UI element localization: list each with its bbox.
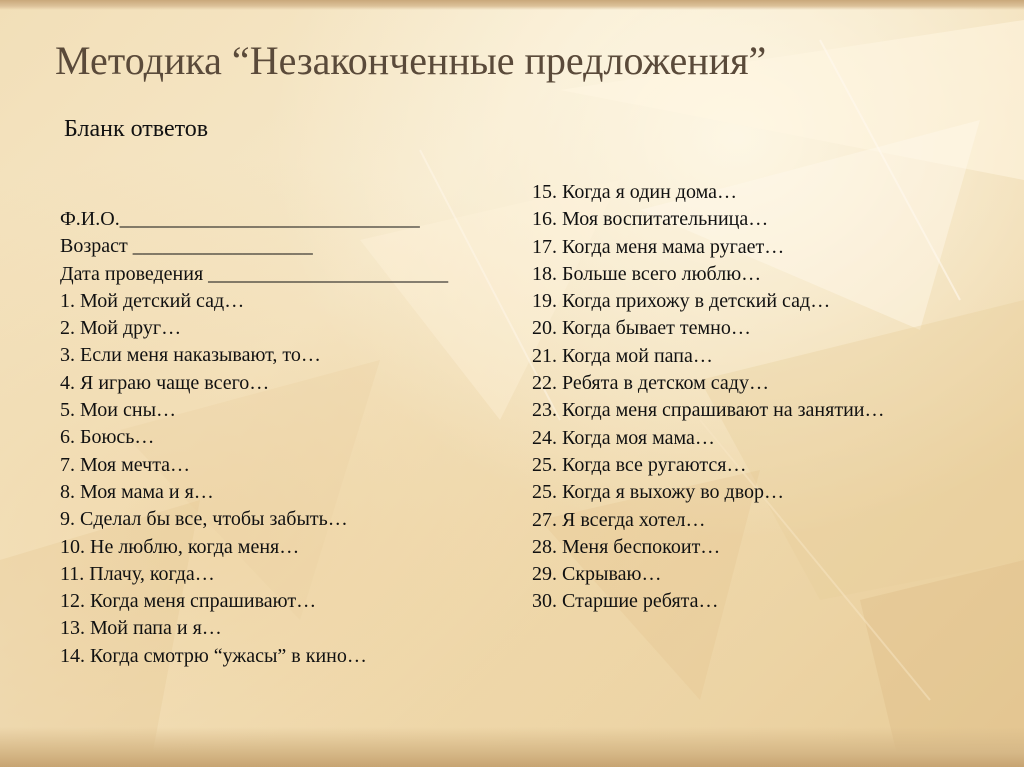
bottom-decor-band — [0, 727, 1024, 767]
sentence-item: 19. Когда прихожу в детский сад… — [532, 290, 831, 313]
sentence-item: 2. Мой друг… — [60, 317, 182, 340]
sentence-item: 17. Когда меня мама ругает… — [532, 235, 785, 258]
form-field-date: Дата проведения ________________________ — [60, 262, 449, 285]
sentence-item: 18. Больше всего люблю… — [532, 262, 762, 285]
sentence-item: 14. Когда смотрю “ужасы” в кино… — [60, 644, 367, 667]
sentence-item: 23. Когда меня спрашивают на занятии… — [532, 399, 885, 422]
sentence-item: 9. Сделал бы все, чтобы забыть… — [60, 508, 348, 531]
form-field-fio: Ф.И.О.______________________________ — [60, 208, 420, 230]
sentence-item: 25. Когда все ругаются… — [532, 453, 747, 476]
sentence-item: 20. Когда бывает темно… — [532, 317, 751, 340]
sentence-item: 24. Когда моя мама… — [532, 426, 715, 449]
form-field-age: Возраст __________________ — [60, 235, 313, 258]
sentence-item: 27. Я всегда хотел… — [532, 508, 706, 531]
sentence-item: 16. Моя воспитательница… — [532, 208, 769, 231]
sentence-item: 25. Когда я выхожу во двор… — [532, 481, 785, 504]
sentence-item: 1. Мой детский сад… — [60, 289, 245, 312]
sentence-item: 29. Скрываю… — [532, 563, 662, 586]
sentence-item: 3. Если меня наказывают, то… — [60, 344, 321, 367]
slide-title: Методика “Незаконченные предложения” — [55, 38, 767, 83]
sentence-item: 11. Плачу, когда… — [60, 562, 215, 585]
sentence-item: 6. Боюсь… — [60, 426, 155, 449]
left-column-list — [60, 206, 448, 670]
sentence-item: 8. Моя мама и я… — [60, 480, 214, 503]
form-subtitle: Бланк ответов — [64, 116, 209, 142]
right-column-list — [532, 179, 884, 616]
sentence-item: 4. Я играю чаще всего… — [60, 371, 270, 394]
sentence-item: 22. Ребята в детском саду… — [532, 372, 769, 395]
sentence-item: 28. Меня беспокоит… — [532, 535, 721, 558]
sentence-item: 13. Мой папа и я… — [60, 617, 222, 640]
sentence-item: 21. Когда мой папа… — [532, 344, 713, 367]
sentence-item: 30. Старшие ребята… — [532, 590, 719, 613]
sentence-item: 5. Мои сны… — [60, 399, 177, 422]
sentence-item: 12. Когда меня спрашивают… — [60, 590, 317, 613]
sentence-item: 15. Когда я один дома… — [532, 181, 737, 203]
sentence-item: 10. Не люблю, когда меня… — [60, 535, 300, 558]
sentence-item: 7. Моя мечта… — [60, 453, 191, 476]
